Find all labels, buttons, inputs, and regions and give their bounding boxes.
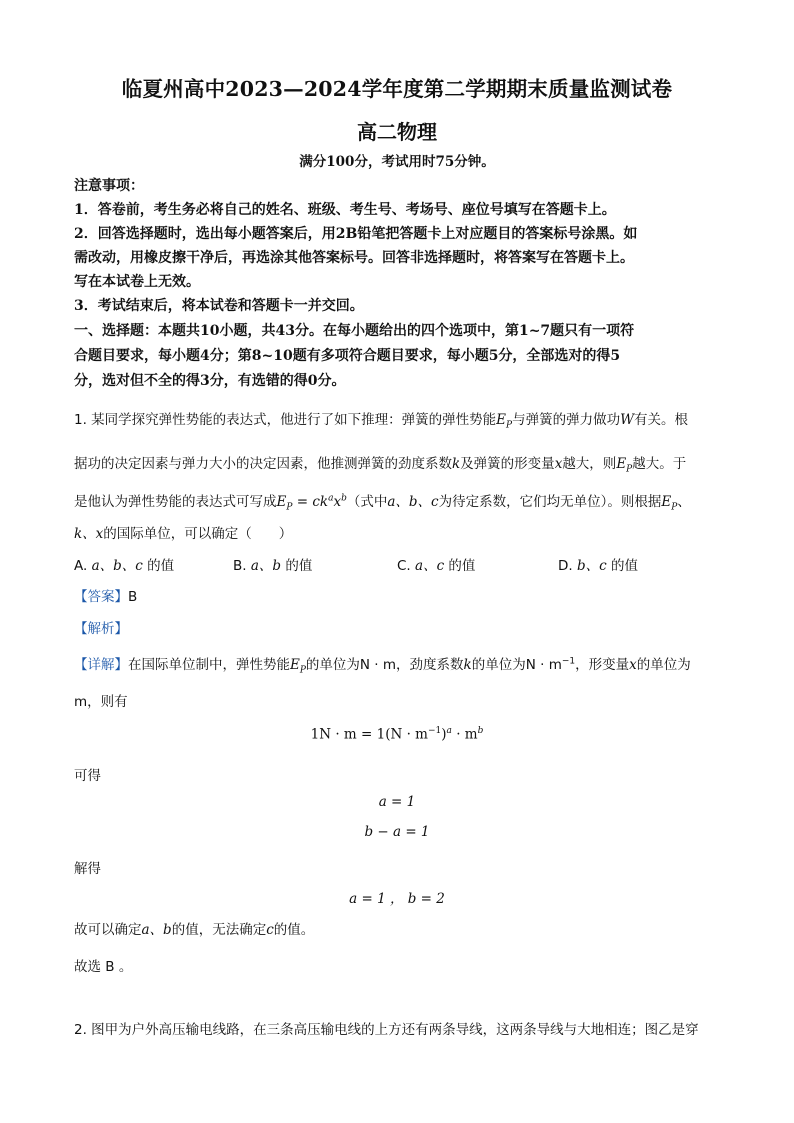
notes-line: 写在本试卷上无效。 — [74, 274, 200, 290]
q1-answer: 【答案】B — [74, 589, 138, 605]
q1-option-c: C. a、c 的值 — [397, 558, 476, 574]
equation-a: a = 1 — [378, 794, 416, 810]
section-intro-line: 分，选对但不全的得3分，有选错的得0分。 — [74, 373, 346, 389]
q1-stem-line: 据功的决定因素与弹力大小的决定因素，他推测弹簧的劲度系数k及弹簧的形变量x越大，则$E_P$越大。于 — [74, 456, 687, 475]
notes-line: 需改动，用橡皮擦干净后，再选涂其他答案标号。回答非选择题时，将答案写在答题卡上。 — [74, 250, 634, 266]
q1-stem-line: 1. 某同学探究弹性势能的表达式，他进行了如下推理：弹簧的弹性势能$E_P$与弹簧的弹力做功W有关。根 — [74, 412, 688, 431]
q1-stem-line: 是他认为弹性势能的表达式可写成$E_P = ck^ax^b$（式中a、b、c为待定系数，它们均无单位）。则根据$E_P$、 — [74, 493, 691, 513]
notes-heading: 注意事项： — [74, 178, 144, 194]
ep-formula: $E_P = ck^ax^b$ — [276, 493, 347, 513]
q1-detail-line: 【详解】在国际单位制中，弹性势能$E_P$的单位为N · m，劲度系数k的单位为$N \cdot m^{-1}$，形变量x的单位为 — [74, 656, 691, 676]
exam-subject: 高二物理 — [357, 120, 437, 144]
equation-b-minus-a: b − a = 1 — [364, 824, 430, 840]
text-jiede: 解得 — [74, 861, 101, 877]
ep-symbol: $E_P$ — [496, 412, 513, 431]
notes-line: 3．考试结束后，将本试卷和答题卡一并交回。 — [74, 298, 364, 314]
q1-conclusion: 故可以确定a、b的值，无法确定c的值。 — [74, 922, 315, 938]
q1-stem-line: k、x的国际单位，可以确定（ ） — [74, 526, 293, 542]
ep-symbol: $E_P$ — [661, 494, 678, 513]
q1-option-a: A. a、b、c 的值 — [74, 558, 175, 574]
equation-units: $1N \cdot m = 1(N \cdot m^{-1})^a \cdot m^b$ — [310, 726, 484, 743]
equation-solution: a = 1 ， b = 2 — [349, 891, 445, 907]
section-intro-line: 一、选择题：本题共10小题，共43分。在每小题给出的四个选项中，第1~7题只有一项符 — [74, 323, 635, 339]
q2-stem-line: 2. 图甲为户外高压输电线路，在三条高压输电线的上方还有两条导线，这两条导线与大地相连；图乙是穿 — [74, 1022, 699, 1038]
q1-option-b: B. a、b 的值 — [233, 558, 313, 574]
text-kede: 可得 — [74, 768, 101, 784]
notes-line: 2．回答选择题时，选出每小题答案后，用2B铅笔把答题卡上对应题目的答案标号涂黑。如 — [74, 226, 638, 242]
section-intro-line: 合题目要求，每小题4分；第8~10题有多项符合题目要求，每小题5分，全部选对的得5 — [74, 348, 621, 364]
ep-symbol: $E_P$ — [616, 456, 633, 475]
q1-choose: 故选 B 。 — [74, 959, 133, 975]
q1-detail-line: m，则有 — [74, 694, 128, 710]
q1-analysis-label: 【解析】 — [74, 621, 128, 637]
q1-option-d: D. b、c 的值 — [558, 558, 638, 574]
exam-title: 临夏州高中2023—2024学年度第二学期期末质量监测试卷 — [121, 77, 673, 101]
notes-line: 1．答卷前，考生务必将自己的姓名、班级、考生号、考场号、座位号填写在答题卡上。 — [74, 202, 616, 218]
exam-info: 满分100分，考试用时75分钟。 — [299, 154, 495, 170]
